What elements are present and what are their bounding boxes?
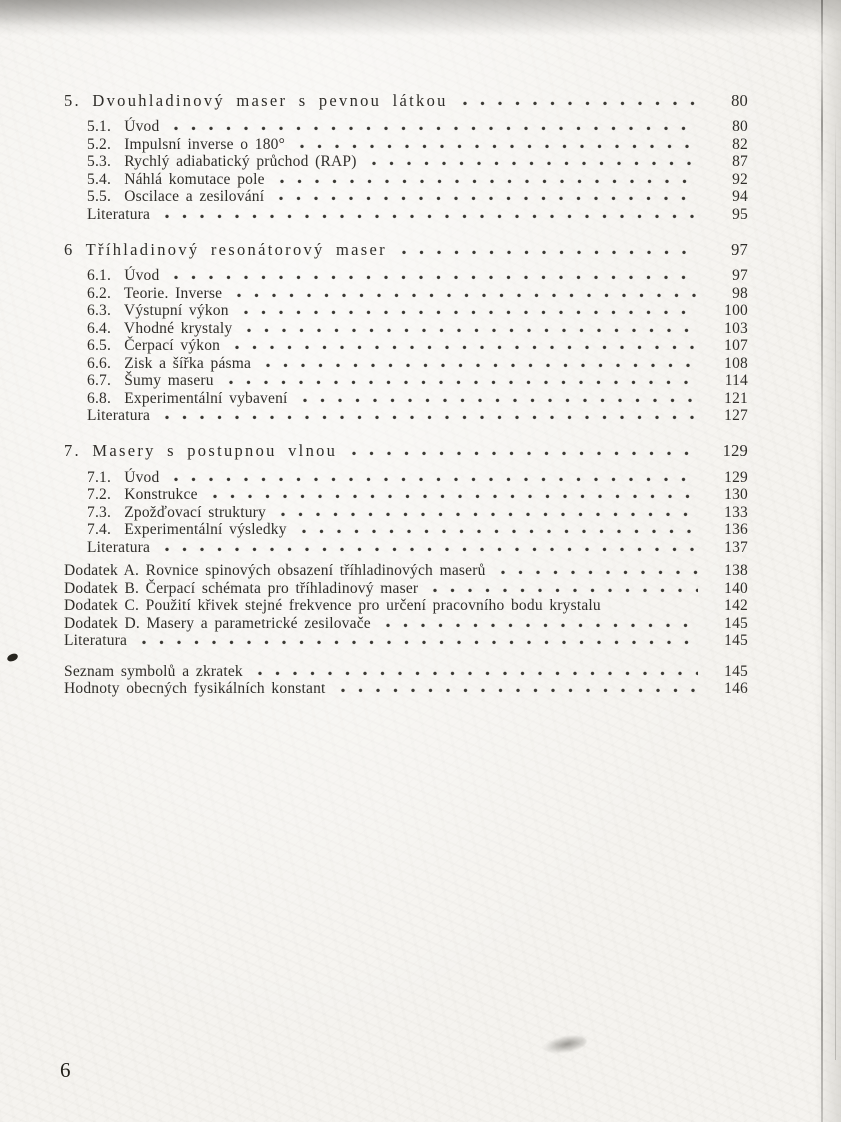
toc-entry-label: 6.1. Úvod xyxy=(87,267,160,284)
toc-row xyxy=(64,171,748,189)
page-edge-shadow xyxy=(815,0,841,1122)
toc-entry-label: 5.1. Úvod xyxy=(87,118,160,135)
toc-entry-label: Dodatek C. Použití křivek stejné frekvence pro určení pracovního bodu krystalu xyxy=(64,597,601,614)
dot-leader xyxy=(161,547,698,552)
toc-entry-page: 94 xyxy=(732,188,748,205)
toc-entry-page: 142 xyxy=(724,597,748,614)
toc-entry-label: 6.3. Výstupní výkon xyxy=(87,302,229,319)
toc-entry-label: Seznam symbolů a zkratek xyxy=(64,662,243,680)
dot-leader xyxy=(170,275,698,280)
toc-entry-page: 121 xyxy=(724,389,748,407)
toc-entry-page: 145 xyxy=(724,632,748,649)
toc-row xyxy=(64,320,748,338)
toc-entry-page: 98 xyxy=(732,284,748,302)
toc-row xyxy=(64,539,748,557)
page-edge-line xyxy=(821,0,823,1122)
toc-row xyxy=(64,206,748,224)
dot-leader xyxy=(138,640,698,645)
toc-entry-label: 7.1. Úvod xyxy=(87,468,160,486)
dot-leader xyxy=(243,328,698,333)
toc-row xyxy=(64,504,748,522)
toc-entry-page: 136 xyxy=(724,521,748,538)
toc-entry-page: 137 xyxy=(724,538,748,556)
toc-row xyxy=(64,663,748,681)
toc-entry-page: 114 xyxy=(724,372,748,389)
toc-entry-label: Literatura xyxy=(87,407,151,424)
toc-entry-page: 80 xyxy=(732,118,748,135)
toc-row xyxy=(64,136,748,154)
toc-entry-page: 95 xyxy=(732,205,748,223)
toc-row xyxy=(64,90,748,111)
toc-entry-label: 5.5. Oscilace a zesilování xyxy=(87,188,265,205)
toc-row xyxy=(64,580,748,598)
toc-row xyxy=(64,597,748,615)
dot-leader xyxy=(348,451,698,456)
dot-leader xyxy=(296,144,698,149)
toc-row xyxy=(64,632,748,650)
toc-entry-label: Hodnoty obecných fysikálních konstant xyxy=(64,680,326,697)
toc-row xyxy=(64,153,748,171)
toc-entry-label: Dodatek A. Rovnice spinových obsazení tříhladinových maserů xyxy=(64,562,486,579)
dot-leader xyxy=(231,345,698,350)
toc-back-matter xyxy=(64,663,748,698)
dot-leader xyxy=(240,310,698,315)
toc-entry-page: 140 xyxy=(724,579,748,597)
toc-entry-label: 7.3. Zpožďovací struktury xyxy=(87,503,266,521)
toc-entry-label: 6.4. Vhodné krystaly xyxy=(87,319,233,337)
toc-entry-label: Literatura xyxy=(64,632,128,649)
scan-shadow-top xyxy=(0,0,841,36)
dot-leader xyxy=(382,623,698,628)
toc-entry-label: 7.4. Experimentální výsledky xyxy=(87,521,287,538)
toc-entry-label: 7. Masery s postupnou vlnou xyxy=(64,441,338,460)
toc-row xyxy=(64,615,748,633)
toc-entry-label: 5.4. Náhlá komutace pole xyxy=(87,170,265,188)
toc-entry-page: 145 xyxy=(724,662,748,680)
dot-leader xyxy=(209,494,698,499)
toc-row xyxy=(64,267,748,285)
dot-leader xyxy=(276,179,698,184)
toc-row xyxy=(64,337,748,355)
dot-leader xyxy=(161,214,698,219)
dot-leader xyxy=(170,126,698,131)
dot-leader xyxy=(459,101,698,106)
dot-leader xyxy=(398,250,698,255)
dot-leader xyxy=(170,477,698,482)
dot-leader xyxy=(497,570,698,575)
toc-entry-page: 82 xyxy=(732,135,748,153)
page-number: 6 xyxy=(60,1058,71,1082)
toc-entry-label: 5.3. Rychlý adiabatický průchod (RAP) xyxy=(87,153,357,170)
toc-entry-label: 5. Dvouhladinový maser s pevnou látkou xyxy=(64,90,448,110)
toc-entry-label: 5.2. Impulsní inverse o 180° xyxy=(87,135,285,153)
dot-leader xyxy=(262,363,698,368)
toc-entry-page: 87 xyxy=(732,153,748,170)
toc-entry-page: 146 xyxy=(724,680,748,697)
toc-appendices xyxy=(64,562,748,650)
dot-leader xyxy=(368,161,698,166)
toc-entry-label: Dodatek B. Čerpací schémata pro tříhladinový maser xyxy=(64,579,419,597)
dot-leader xyxy=(254,671,698,676)
dot-leader xyxy=(337,688,698,693)
smudge-mark xyxy=(542,1032,588,1056)
toc-entry-label: 7.2. Konstrukce xyxy=(87,486,198,503)
dot-leader xyxy=(429,588,698,593)
toc-row xyxy=(64,372,748,390)
ink-mark xyxy=(6,652,19,662)
toc-row xyxy=(64,440,748,461)
toc-row xyxy=(64,188,748,206)
toc-entry-page: 103 xyxy=(724,319,748,337)
toc-entry-page: 138 xyxy=(724,562,748,579)
toc-row xyxy=(64,239,748,260)
toc-entry-label: Literatura xyxy=(87,205,151,223)
toc-entry-page: 107 xyxy=(724,337,748,354)
dot-leader xyxy=(225,380,698,385)
toc-row xyxy=(64,355,748,373)
dot-leader xyxy=(298,529,698,534)
toc-entry-page: 145 xyxy=(724,614,748,632)
toc-entry-page: 129 xyxy=(724,468,748,486)
toc-entry-page: 100 xyxy=(724,302,748,319)
dot-leader xyxy=(233,293,698,298)
toc-row xyxy=(64,680,748,698)
page-edge-crease xyxy=(835,120,836,1060)
toc-row xyxy=(64,302,748,320)
dot-leader xyxy=(275,196,698,201)
toc-entry-page: 108 xyxy=(724,354,748,372)
dot-leader xyxy=(161,415,698,420)
toc-entry-page: 97 xyxy=(732,267,748,284)
table-of-contents xyxy=(64,74,748,698)
toc-chapters xyxy=(64,90,748,557)
toc-entry-label: 6.5. Čerpací výkon xyxy=(87,337,221,354)
toc-entry-label: 6.2. Teorie. Inverse xyxy=(87,284,223,302)
scan-shadow-top-left xyxy=(0,0,420,26)
toc-entry-page: 97 xyxy=(731,239,748,259)
toc-entry-page: 129 xyxy=(722,441,748,460)
toc-entry-page: 133 xyxy=(724,503,748,521)
toc-entry-label: 6.6. Zisk a šířka pásma xyxy=(87,354,252,372)
toc-row xyxy=(64,486,748,504)
toc-entry-label: 6.7. Šumy maseru xyxy=(87,372,214,389)
dot-leader xyxy=(612,605,698,610)
toc-entry-page: 80 xyxy=(731,90,748,110)
toc-entry-page: 127 xyxy=(724,407,748,424)
toc-row xyxy=(64,521,748,539)
dot-leader xyxy=(277,512,698,517)
toc-row xyxy=(64,407,748,425)
toc-row xyxy=(64,118,748,136)
toc-entry-label: Literatura xyxy=(87,538,151,556)
toc-row xyxy=(64,562,748,580)
toc-row xyxy=(64,390,748,408)
toc-row xyxy=(64,469,748,487)
toc-entry-label: 6.8. Experimentální vybavení xyxy=(87,389,288,407)
toc-row xyxy=(64,285,748,303)
dot-leader xyxy=(299,398,698,403)
toc-entry-page: 130 xyxy=(724,486,748,503)
toc-entry-label: 6 Tříhladinový resonátorový maser xyxy=(64,239,387,259)
toc-entry-page: 92 xyxy=(732,170,748,188)
toc-entry-label: Dodatek D. Masery a parametrické zesilovače xyxy=(64,614,371,632)
